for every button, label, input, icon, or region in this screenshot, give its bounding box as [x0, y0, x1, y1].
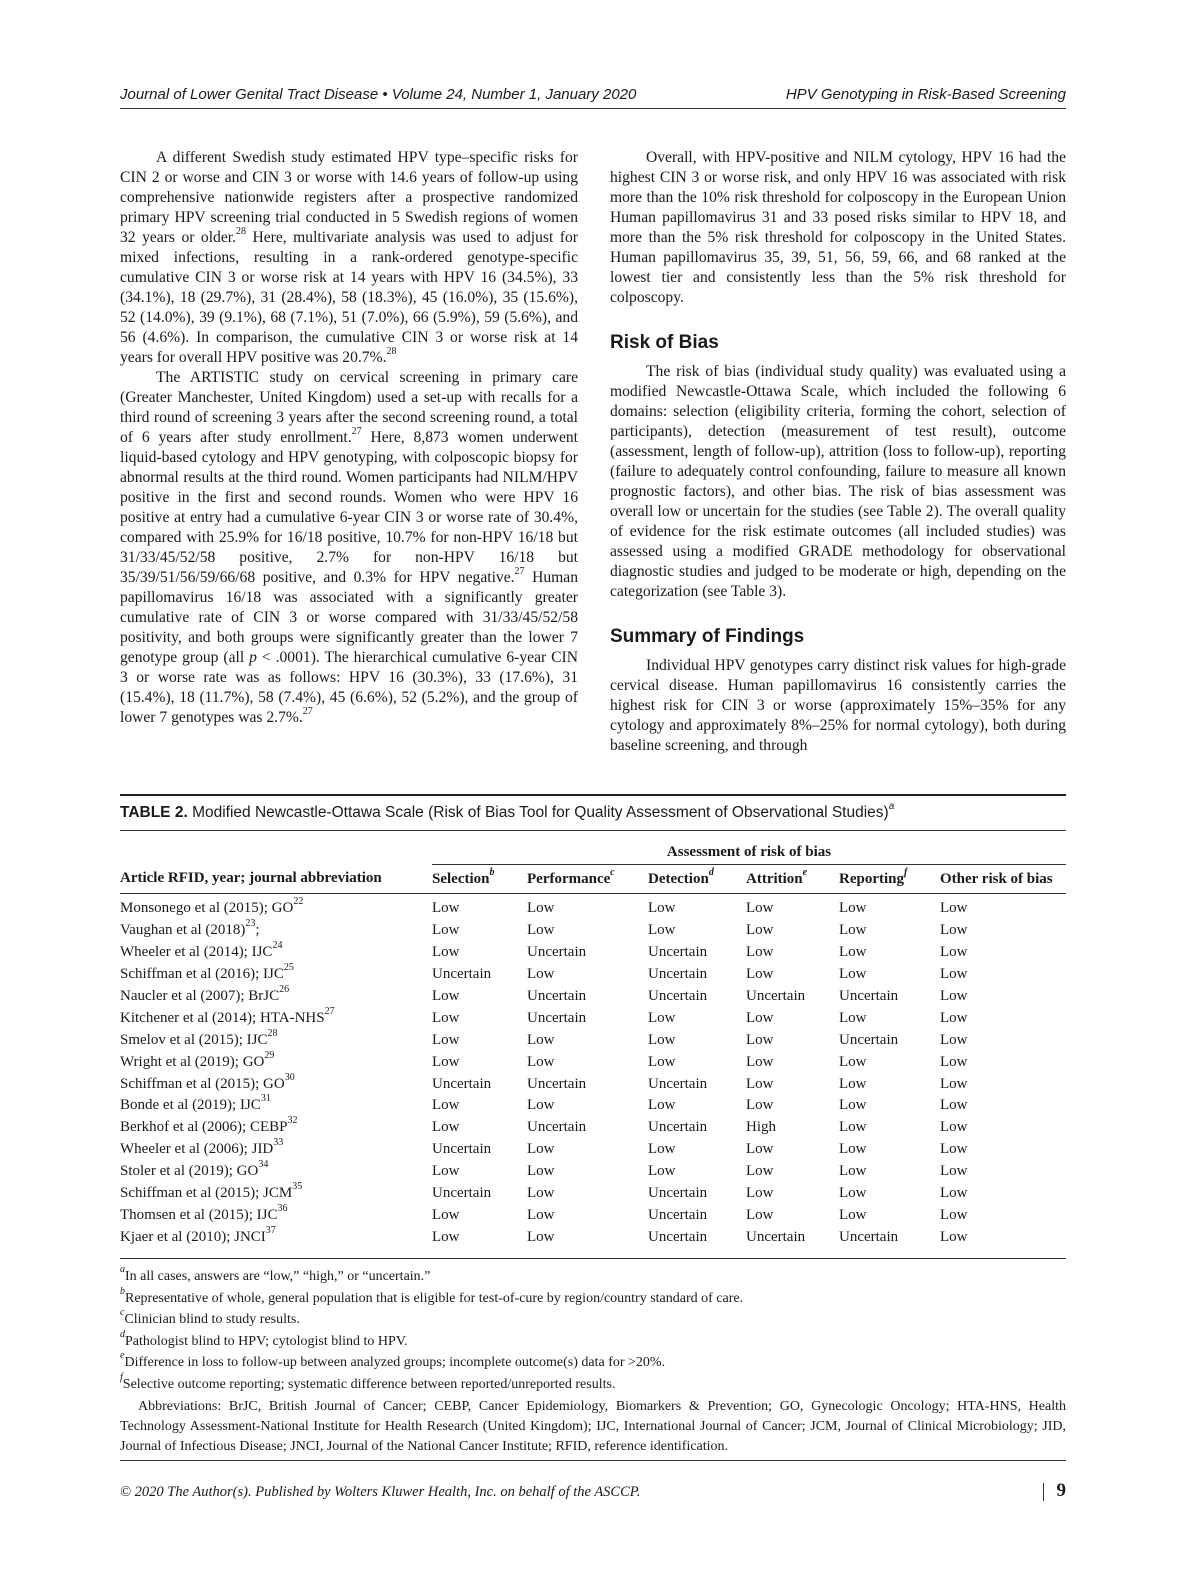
rating-cell: Low [839, 1009, 867, 1026]
rating-cell: Low [940, 1031, 968, 1048]
rating-cell: Low [839, 1097, 867, 1114]
table-bottom-rule [120, 1258, 1066, 1259]
rating-cell: Uncertain [527, 1075, 587, 1092]
column-header: Article RFID, year; journal abbreviation [120, 865, 432, 894]
table-row [120, 1183, 1066, 1205]
table-group-header-row [120, 840, 1066, 865]
rating-cell: Low [432, 1228, 460, 1245]
rating-cell: Low [648, 1009, 676, 1026]
group-header: Assessment of risk of bias [432, 840, 1066, 865]
left-column [120, 148, 578, 728]
rating-cell: Low [940, 1097, 968, 1114]
table-top-rule [120, 794, 1066, 796]
citation-ref: 27 [302, 705, 313, 717]
rating-cell: Uncertain [839, 1228, 899, 1245]
journal-citation: Journal of Lower Genital Tract Disease • Volume 24, Number 1, January 2020 [120, 86, 637, 103]
table-row [120, 1139, 1066, 1161]
rating-cell: Low [940, 1075, 968, 1092]
rating-cell: Low [839, 944, 867, 961]
rating-cell: Low [527, 1053, 555, 1070]
rating-cell: Low [432, 1163, 460, 1180]
footnote: $^b$Representative of whole, general population that is eligible for test-of-cure by region/country standard of care. [120, 1285, 744, 1306]
rating-cell: Uncertain [648, 966, 708, 983]
rating-cell: Uncertain [648, 1075, 708, 1092]
column-header: Detection$^d$ [648, 865, 746, 894]
rating-cell: Low [940, 1206, 968, 1223]
rating-cell: Low [940, 922, 968, 939]
rating-cell: Low [839, 1141, 867, 1158]
article-cell: Kitchener et al (2014); HTA-NHS$^{27}$ [120, 1005, 335, 1026]
rating-cell: Low [527, 922, 555, 939]
rating-cell: Low [839, 1053, 867, 1070]
column-header: Attrition$^e$ [746, 865, 839, 894]
paragraph-artistic-study: The ARTISTIC study on cervical screening in primary care (Greater Manchester, United Kingdom) used a set-up with recalls for a third round of screening 3 years after the second screening round, a total of 6 years after study enrollment.$^{27}$ Here, 8,873 women underwent liquid-based cytology and HPV genotyping, with colposcopic biopsy for abnormal results at the third round. Women participants had NILM/HPV positive in the first and second rounds. Women who were HPV 16 positive at entry had a cumulative 6-year CIN 3 or worse rate of 30.4%, compared with 25.9% for 16/18 positive, 10.7% for non-HPV 16/18 but 31/33/45/52/58 positive, 2.7% for non-HPV 16/18 but 35/39/51/56/59/66/68 positive, and 0.3% for HPV negative.$^{27}$ Human papillomavirus 16/18 was associated with a significantly greater cumulative rate of CIN 3 or worse compared with 31/33/45/52/58 positivity, and both groups were significantly greater than the lower 7 genotype group (all p < .0001). The hierarchical cumulative 6-year CIN 3 or worse rate was as follows: HPV 16 (30.3%), 33 (17.6%), 31 (15.4%), 18 (11.7%), 58 (7.4%), 45 (6.6%), 52 (5.2%), and the group of lower 7 genotypes was 2.7%.$^{27}$ [120, 369, 578, 726]
rating-cell: Uncertain [432, 966, 492, 983]
rating-cell: Low [746, 1141, 774, 1158]
citation-ref: 27 [514, 565, 525, 577]
rating-cell: Low [839, 1075, 867, 1092]
rating-cell: Low [648, 1141, 676, 1158]
rating-cell: Low [527, 966, 555, 983]
paragraph-swedish-study: A different Swedish study estimated HPV type–specific risks for CIN 2 or worse and CIN 3 or worse with 14.6 years of follow-up using comprehensive nationwide registers after a prospective randomized primary HPV screening trial conducted in 5 Swedish regions of women 32 years or older.$^{28}$ Here, multivariate analysis was used to adjust for mixed infections, resulting in a rank-ordered genotype-specific cumulative CIN 3 or worse risk at 14 years with HPV 16 (34.5%), 33 (34.1%), 18 (29.7%), 31 (28.4%), 58 (18.3%), 45 (16.0%), 35 (15.6%), 52 (14.0%), 39 (9.1%), 68 (7.1%), 51 (7.0%), 66 (5.9%), 59 (5.6%), and 56 (4.6%). In comparison, the cumulative CIN 3 or worse risk at 14 years for overall HPV positive was 20.7%.$^{28}$ [120, 149, 578, 366]
table-row [120, 894, 1066, 920]
rating-cell: Low [746, 900, 774, 917]
rating-cell: Low [940, 900, 968, 917]
rating-cell: Low [746, 966, 774, 983]
header-rule [120, 108, 1066, 109]
rating-cell: Uncertain [648, 1228, 708, 1245]
rating-cell: Uncertain [746, 1228, 806, 1245]
paragraph-risk-of-bias: The risk of bias (individual study quality) was evaluated using a modified Newcastle-Ottawa Scale, which included the following 6 domains: selection (eligibility criteria, forming the cohort, selection of participants), detection (measurement of test result), outcome (assessment, length of follow-up), attrition (loss to follow-up), reporting (failure to adequately control confounding, failure to measure all known prognostic factors), and other bias. The risk of bias assessment was overall low or uncertain for the studies (see Table 2). The overall quality of evidence for the risk estimate outcomes (all included studies) was assessed using a modified GRADE methodology for observational diagnostic studies and judged to be moderate or high, depending on the categorization (see Table 3). [610, 363, 1066, 600]
rating-cell: Low [648, 900, 676, 917]
rating-cell: Uncertain [648, 1185, 708, 1202]
table-caption [120, 800, 1066, 822]
table-footnotes [120, 1266, 1066, 1457]
rating-cell: Low [839, 922, 867, 939]
article-cell: Wheeler et al (2006); JID$^{33}$ [120, 1137, 284, 1158]
table-row [120, 1204, 1066, 1226]
rating-cell: Low [940, 1185, 968, 1202]
article-cell: Schiffman et al (2015); JCM$^{35}$ [120, 1181, 303, 1202]
rating-cell: Low [839, 1163, 867, 1180]
rating-cell: Uncertain [527, 1119, 587, 1136]
table-row [120, 1226, 1066, 1248]
page-number: 9 [1056, 1480, 1066, 1501]
footnote: $^e$Difference in loss to follow-up between analyzed groups; incomplete outcome(s) data for >20%. [120, 1350, 666, 1370]
rating-cell: Low [432, 1097, 460, 1114]
rating-cell: Uncertain [839, 1031, 899, 1048]
table-caption-rule [120, 830, 1066, 831]
rating-cell: Low [648, 1053, 676, 1070]
rating-cell: Low [746, 1206, 774, 1223]
article-cell: Wheeler et al (2014); IJC$^{24}$ [120, 940, 283, 961]
rating-cell: Low [648, 922, 676, 939]
article-cell: Thomsen et al (2015); IJC$^{36}$ [120, 1202, 288, 1223]
column-header: Reporting$^f$ [839, 865, 940, 894]
rating-cell: Low [940, 1163, 968, 1180]
article-cell: Bonde et al (2019); IJC$^{31}$ [120, 1093, 271, 1114]
rating-cell: Low [940, 988, 968, 1004]
rating-cell: Uncertain [432, 1075, 492, 1092]
citation-ref: 28 [236, 225, 246, 237]
rating-cell: Low [746, 1053, 774, 1070]
column-header: Selection$^b$ [432, 865, 527, 894]
rating-cell: Low [746, 1185, 774, 1202]
table-row [120, 1095, 1066, 1117]
footnote-list [120, 1266, 1066, 1395]
article-cell: Vaughan et al $(2018)^{23}$; [120, 918, 260, 939]
column-header: Other risk of bias [940, 865, 1066, 894]
caption-footnote-mark: a [888, 800, 895, 812]
table-row [120, 1161, 1066, 1183]
footnote: $^c$Clinician blind to study results. [120, 1307, 300, 1327]
table-row [120, 920, 1066, 942]
rating-cell: Low [527, 1141, 555, 1158]
rating-cell: Low [432, 1031, 460, 1048]
table-label: TABLE 2. [120, 804, 188, 821]
article-cell: Wright et al (2019); GO$^{29}$ [120, 1049, 275, 1070]
table-row [120, 1007, 1066, 1029]
rating-cell: Low [746, 944, 774, 961]
rating-cell: Uncertain [648, 1206, 708, 1223]
page-number-divider [1043, 1483, 1045, 1501]
rating-cell: Low [940, 1009, 968, 1026]
rating-cell: High [746, 1119, 776, 1136]
rating-cell: Low [940, 1119, 968, 1136]
rating-cell: Low [648, 1163, 676, 1180]
page-footer [120, 1480, 1066, 1504]
table-column-header-row [120, 865, 1066, 894]
rating-cell: Low [432, 1206, 460, 1223]
table-row [120, 1029, 1066, 1051]
running-header [120, 86, 1066, 106]
rating-cell: Uncertain [432, 1185, 492, 1202]
table-row [120, 1117, 1066, 1139]
risk-of-bias-table [120, 840, 1066, 1248]
rating-cell: Low [839, 966, 867, 983]
rating-cell: Uncertain [648, 944, 708, 961]
table-row [120, 986, 1066, 1008]
article-cell: Schiffman et al (2016); IJC$^{25}$ [120, 962, 294, 983]
footnote: $^a$In all cases, answers are “low,” “high,” or “uncertain.” [120, 1264, 431, 1284]
article-cell: Naucler et al (2007); BrJC$^{26}$ [120, 984, 290, 1004]
section-heading-risk-of-bias: Risk of Bias [610, 332, 719, 353]
table-row [120, 942, 1066, 964]
rating-cell: Low [940, 966, 968, 983]
rating-cell: Low [746, 922, 774, 939]
table-title: Modified Newcastle-Ottawa Scale (Risk of Bias Tool for Quality Assessment of Observational Studies) [192, 804, 889, 821]
rating-cell: Uncertain [648, 988, 708, 1004]
running-title: HPV Genotyping in Risk-Based Screening [785, 86, 1066, 103]
rating-cell: Uncertain [432, 1141, 492, 1158]
rating-cell: Low [839, 1185, 867, 1202]
rating-cell: Low [746, 1097, 774, 1114]
rating-cell: Low [527, 1031, 555, 1048]
rating-cell: Low [527, 1206, 555, 1223]
right-column [610, 148, 1066, 756]
rating-cell: Low [839, 1206, 867, 1223]
rating-cell: Uncertain [839, 988, 899, 1004]
rating-cell: Low [940, 1053, 968, 1070]
rating-cell: Uncertain [648, 1119, 708, 1136]
rating-cell: Low [648, 1097, 676, 1114]
abbreviations-note: Abbreviations: BrJC, British Journal of Cancer; CEBP, Cancer Epidemiology, Biomarkers & Prevention; GO, Gynecologic Oncology; HTA-HNS, Health Technology Assessment-National Institute for Health Research (United Kingdom); IJC, International Journal of Cancer; JCM, Journal of Clinical Microbiology; JID, Journal of Infectious Disease; JNCI, Journal of the National Cancer Institute; RFID, reference identification. [120, 1399, 1066, 1454]
table-row [120, 1051, 1066, 1073]
rating-cell: Low [432, 1053, 460, 1070]
rating-cell: Low [432, 922, 460, 939]
article-cell: Berkhof et al (2006); CEBP$^{32}$ [120, 1115, 298, 1136]
rating-cell: Low [648, 1031, 676, 1048]
article-cell: Kjaer et al (2010); JNCI$^{37}$ [120, 1224, 276, 1245]
footnote: $^d$Pathologist blind to HPV; cytologist blind to HPV. [120, 1328, 408, 1349]
copyright-notice: © 2020 The Author(s). Published by Wolters Kluwer Health, Inc. on behalf of the ASCCP. [120, 1484, 641, 1500]
rating-cell: Low [527, 1185, 555, 1202]
rating-cell: Low [746, 1163, 774, 1180]
footnote: $^f$Selective outcome reporting; systematic difference between reported/unreported results. [120, 1371, 616, 1392]
rating-cell: Low [940, 944, 968, 961]
rating-cell: Low [432, 988, 460, 1004]
table-row [120, 1073, 1066, 1095]
rating-cell: Low [432, 900, 460, 917]
rating-cell: Uncertain [527, 988, 587, 1004]
rating-cell: Low [940, 1141, 968, 1158]
section-heading-summary-of-findings: Summary of Findings [610, 626, 805, 647]
rating-cell: Low [746, 1031, 774, 1048]
rating-cell: Low [940, 1228, 968, 1245]
rating-cell: Low [746, 1009, 774, 1026]
paragraph-overall: Overall, with HPV-positive and NILM cytology, HPV 16 had the highest CIN 3 or worse risk, and only HPV 16 was associated with risk more than the 10% risk threshold for colposcopy in the European Union Human papillomavirus 31 and 33 posed risks similar to HPV 18, and more than the 5% risk threshold for colposcopy in the United States. Human papillomavirus 35, 39, 51, 56, 59, 66, and 68 ranked at the lowest tier and consistently less than the 5% risk threshold for colposcopy. [610, 149, 1066, 306]
citation-ref: 27 [351, 425, 362, 437]
table-body [120, 894, 1066, 1249]
article-cell: Stoler et al (2019); GO$^{34}$ [120, 1159, 269, 1180]
rating-cell: Low [527, 900, 555, 917]
article-cell: Monsonego et al (2015); GO$^{22}$ [120, 896, 304, 917]
citation-ref: 28 [386, 345, 397, 357]
footer-rule [120, 1460, 1066, 1461]
rating-cell: Low [432, 1119, 460, 1136]
rating-cell: Low [746, 1075, 774, 1092]
rating-cell: Low [432, 1009, 460, 1026]
article-cell: Schiffman et al (2015); GO$^{30}$ [120, 1071, 295, 1092]
rating-cell: Low [839, 1119, 867, 1136]
rating-cell: Uncertain [527, 944, 587, 961]
rating-cell: Low [839, 900, 867, 917]
article-cell: Smelov et al (2015); IJC$^{28}$ [120, 1027, 278, 1048]
rating-cell: Low [527, 1097, 555, 1114]
rating-cell: Low [527, 1228, 555, 1245]
table-row [120, 964, 1066, 986]
rating-cell: Uncertain [527, 1009, 587, 1026]
rating-cell: Low [432, 944, 460, 961]
column-header: Performance$^c$ [527, 865, 648, 894]
rating-cell: Low [527, 1163, 555, 1180]
paragraph-summary: Individual HPV genotypes carry distinct risk values for high-grade cervical disease. Human papillomavirus 16 consistently carries the highest risk for CIN 3 or worse (approximately 15%–35% for any cytology and approximately 8%–25% for normal cytology), both during baseline screening, and through [610, 657, 1066, 754]
rating-cell: Uncertain [746, 988, 806, 1004]
